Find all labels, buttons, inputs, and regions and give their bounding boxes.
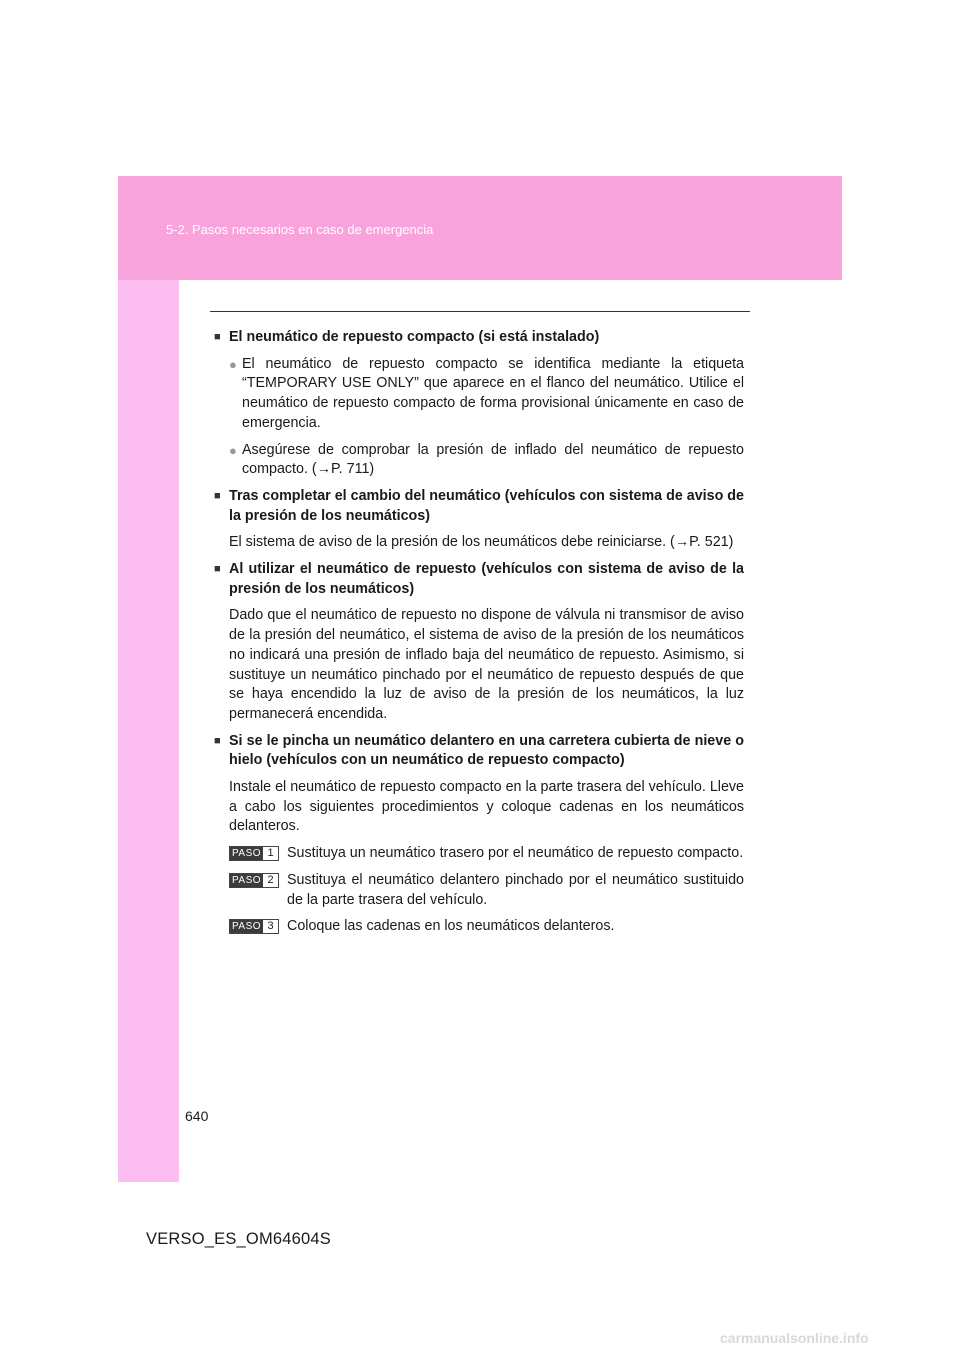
circle-bullet-icon: ● xyxy=(229,442,237,458)
step-badge xyxy=(229,873,279,888)
step-number: 2 xyxy=(263,874,278,887)
item-text: Instale el neumático de repuesto compacto en la parte trasera del vehículo. Lleve a cabo los siguientes procedimientos y coloque cadenas en los neumáticos delanteros. xyxy=(229,779,744,835)
item-heading xyxy=(214,487,744,526)
item-heading xyxy=(214,732,744,771)
square-bullet-icon: ■ xyxy=(214,734,221,747)
step-badge xyxy=(229,846,279,861)
list-item xyxy=(229,355,744,434)
item-title: Al utilizar el neumático de repuesto (vehículos con sistema de aviso de la presión de los neumáticos) xyxy=(229,561,744,597)
watermark: carmanualsonline.info xyxy=(720,1330,869,1346)
step-text: Coloque las cadenas en los neumáticos delanteros. xyxy=(287,918,615,935)
square-bullet-icon: ■ xyxy=(214,331,221,343)
bullet-text: El neumático de repuesto compacto se identifica mediante la etiqueta “TEMPORARY USE ONLY” que aparece en el flanco del neumático. Utilice el neumático de repuesto compacto de forma provisional únicamente en caso de emergencia. xyxy=(242,355,744,431)
doc-code: VERSO_ES_OM64604S xyxy=(146,1230,331,1248)
content xyxy=(214,328,744,944)
list-item xyxy=(229,441,744,480)
item-text: El sistema de aviso de la presión de los neumáticos debe reiniciarse. (→P. 521) xyxy=(229,534,734,551)
item-heading xyxy=(214,328,744,348)
bullet-text: Asegúrese de comprobar la presión de inflado del neumático de repuesto compacto. (→P. 711) xyxy=(242,441,744,478)
section-divider xyxy=(210,311,750,312)
item-title: Si se le pincha un neumático delantero en una carretera cubierta de nieve o hielo (vehículos con un neumático de repuesto compacto) xyxy=(229,732,744,769)
page-number: 640 xyxy=(185,1108,209,1124)
step-number: 1 xyxy=(263,847,278,860)
step-label: PASO xyxy=(232,921,262,933)
section-title: 5-2. Pasos necesarios en caso de emergencia xyxy=(166,222,434,237)
item-title: El neumático de repuesto compacto (si está instalado) xyxy=(229,329,600,345)
step-label: PASO xyxy=(232,848,262,860)
item-text: Dado que el neumático de repuesto no dispone de válvula ni transmisor de aviso de la presión del neumático, el sistema de aviso de la presión de los neumáticos no indicará una presión de inflado baja del neumático de repuesto. Asimismo, si sustituye un neumático pinchado por el neumático de repuesto después de que se haya encendido la luz de aviso de la presión de los neumáticos, la luz permanecerá encendida. xyxy=(229,607,744,722)
step-row xyxy=(229,844,744,864)
step-row xyxy=(229,917,744,937)
step-text: Sustituya el neumático delantero pinchado por el neumático sustituido de la parte trasera del vehículo. xyxy=(287,871,744,908)
square-bullet-icon: ■ xyxy=(214,563,221,576)
step-label: PASO xyxy=(232,874,262,886)
step-row xyxy=(229,871,744,910)
circle-bullet-icon: ● xyxy=(229,356,237,372)
item-heading xyxy=(214,560,744,599)
step-number: 3 xyxy=(263,920,278,933)
side-band xyxy=(118,280,179,1182)
step-text: Sustituya un neumático trasero por el neumático de repuesto compacto. xyxy=(287,845,744,862)
step-badge xyxy=(229,919,279,934)
item-title: Tras completar el cambio del neumático (vehículos con sistema de aviso de la presión de los neumáticos) xyxy=(229,487,744,524)
square-bullet-icon: ■ xyxy=(214,489,221,502)
